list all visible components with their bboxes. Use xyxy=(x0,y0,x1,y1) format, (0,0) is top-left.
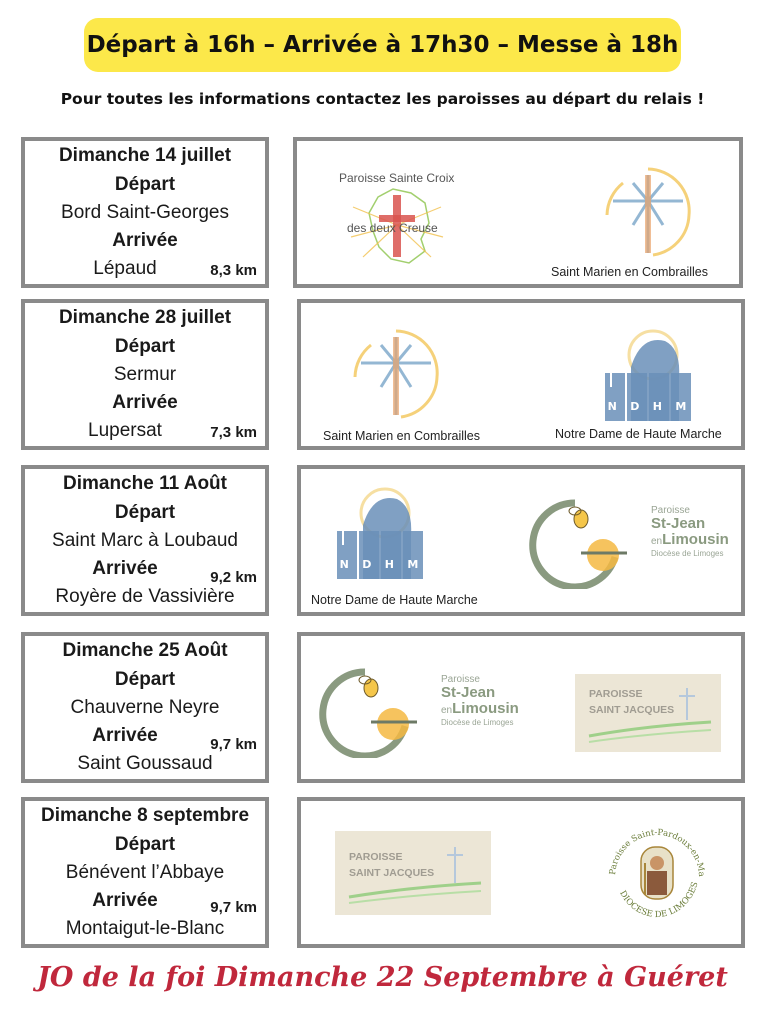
saint-jacques-line2: SAINT JACQUES xyxy=(349,867,435,879)
stage-date: Dimanche 11 Août xyxy=(62,473,227,494)
stage-distance: 9,7 km xyxy=(210,736,257,753)
bee-g-icon xyxy=(313,666,433,758)
ndhm-letters xyxy=(333,558,425,571)
pilgrim-path-icon xyxy=(335,831,491,915)
saint-jean-line2: St-Jean xyxy=(441,684,496,701)
saint-marien-logo xyxy=(593,165,703,261)
saint-marien-caption: Saint Marien en Combrailles xyxy=(323,429,481,443)
schedule-banner xyxy=(84,18,681,72)
stage-card xyxy=(21,137,269,288)
parish-logos-panel xyxy=(293,137,743,288)
sainte-croix-logo xyxy=(333,167,463,277)
saint-jean-text xyxy=(651,505,729,558)
saint-jacques-logo xyxy=(335,831,491,915)
stage-date: Dimanche 28 juillet xyxy=(58,307,232,328)
arrivee-place: Lupersat xyxy=(88,420,162,441)
saint-jean-line4: Diocèse de Limoges xyxy=(441,718,514,727)
arrivee-label: Arrivée xyxy=(112,230,178,251)
saint-jean-limousin: Limousin xyxy=(452,700,519,717)
depart-place: Sermur xyxy=(113,364,177,385)
stage-date: Dimanche 25 Août xyxy=(62,640,228,661)
saint-jean-line3 xyxy=(651,531,729,549)
saint-jean-en: en xyxy=(651,536,663,547)
saint-jean-line1: Paroisse xyxy=(651,505,690,516)
saint-jacques-line1: PAROISSE xyxy=(589,688,643,700)
ndhm-letter: M xyxy=(407,558,419,571)
saint-jacques-logo xyxy=(575,674,721,752)
arrivee-place: Lépaud xyxy=(93,258,157,279)
ndhm-letter: H xyxy=(652,400,662,413)
pilgrim-path-icon xyxy=(575,674,721,752)
arrivee-label: Arrivée xyxy=(92,890,158,911)
saint-jean-line1: Paroisse xyxy=(441,674,480,685)
saint-jean-logo xyxy=(313,666,528,758)
parish-logos-panel xyxy=(297,797,745,948)
arrivee-label: Arrivée xyxy=(112,392,178,413)
saint-jean-line2: St-Jean xyxy=(651,515,706,532)
contact-subtitle: Pour toutes les informations contactez les paroisses au départ du relais ! xyxy=(60,90,705,108)
ndhm-caption: Notre Dame de Haute Marche xyxy=(311,593,478,607)
seal-top-text: Paroisse Saint-Pardoux-en-Ma xyxy=(608,827,707,878)
depart-place: Bénévent l’Abbaye xyxy=(65,862,225,883)
saint-pardoux-logo xyxy=(601,815,713,933)
stage-card xyxy=(21,465,269,616)
ndhm-letter: M xyxy=(675,400,687,413)
stage-date: Dimanche 14 juillet xyxy=(58,145,232,166)
parish-logos-panel xyxy=(297,465,745,616)
depart-label: Départ xyxy=(114,174,176,195)
radiant-cross-icon xyxy=(341,327,451,423)
depart-place: Bord Saint-Georges xyxy=(61,202,229,223)
schedule-banner-text: Départ à 16h – Arrivée à 17h30 – Messe à 18h xyxy=(86,32,679,58)
saint-pardoux-seal-icon xyxy=(601,815,713,933)
ndhm-letter: N xyxy=(607,400,617,413)
ndhm-letters xyxy=(601,400,693,413)
ndhm-letter: D xyxy=(362,558,372,571)
depart-label: Départ xyxy=(114,669,176,690)
bee-g-icon xyxy=(523,497,643,589)
saint-jacques-line1: PAROISSE xyxy=(349,851,403,863)
arrivee-place: Saint Goussaud xyxy=(77,753,213,774)
arrivee-label: Arrivée xyxy=(92,725,158,746)
footer-event-title: JO de la foi Dimanche 22 Septembre à Guéret xyxy=(37,962,728,993)
ndhm-caption: Notre Dame de Haute Marche xyxy=(555,427,722,441)
ndhm-letter: H xyxy=(384,558,394,571)
depart-place: Chauverne Neyre xyxy=(70,697,220,718)
arrivee-label: Arrivée xyxy=(92,558,158,579)
sainte-croix-line1: Paroisse Sainte Croix xyxy=(339,171,455,185)
arrivee-place: Royère de Vassivière xyxy=(55,586,235,607)
stage-distance: 8,3 km xyxy=(210,262,257,279)
depart-place: Saint Marc à Loubaud xyxy=(52,530,238,551)
stage-distance: 7,3 km xyxy=(210,424,257,441)
saint-jean-logo xyxy=(523,497,738,589)
radiant-cross-icon xyxy=(593,165,703,261)
stage-date: Dimanche 8 septembre xyxy=(40,805,250,826)
saint-jean-text xyxy=(441,674,519,727)
seal-bottom-text: DIOCESE DE LIMOGES xyxy=(617,880,701,921)
depart-label: Départ xyxy=(114,502,176,523)
depart-label: Départ xyxy=(114,336,176,357)
stage-distance: 9,7 km xyxy=(210,899,257,916)
stage-card xyxy=(21,797,269,948)
saint-marien-logo xyxy=(341,327,451,423)
saint-jacques-line2: SAINT JACQUES xyxy=(589,704,675,716)
stage-card xyxy=(21,299,269,450)
ndhm-letter: N xyxy=(339,558,349,571)
stage-card xyxy=(21,632,269,783)
saint-jean-line3 xyxy=(441,700,519,718)
arrivee-place: Montaigut-le-Blanc xyxy=(65,918,225,939)
saint-marien-caption: Saint Marien en Combrailles xyxy=(551,265,709,279)
saint-jean-limousin: Limousin xyxy=(662,531,729,548)
ndhm-letter: D xyxy=(630,400,640,413)
ndhm-logo xyxy=(601,327,693,421)
parish-logos-panel xyxy=(297,299,745,450)
sainte-croix-line2: des deux Creuse xyxy=(347,221,438,235)
stage-distance: 9,2 km xyxy=(210,569,257,586)
ndhm-logo xyxy=(333,485,425,579)
depart-label: Départ xyxy=(114,834,176,855)
parish-logos-panel xyxy=(297,632,745,783)
saint-jean-line4: Diocèse de Limoges xyxy=(651,549,724,558)
saint-jean-en: en xyxy=(441,705,453,716)
